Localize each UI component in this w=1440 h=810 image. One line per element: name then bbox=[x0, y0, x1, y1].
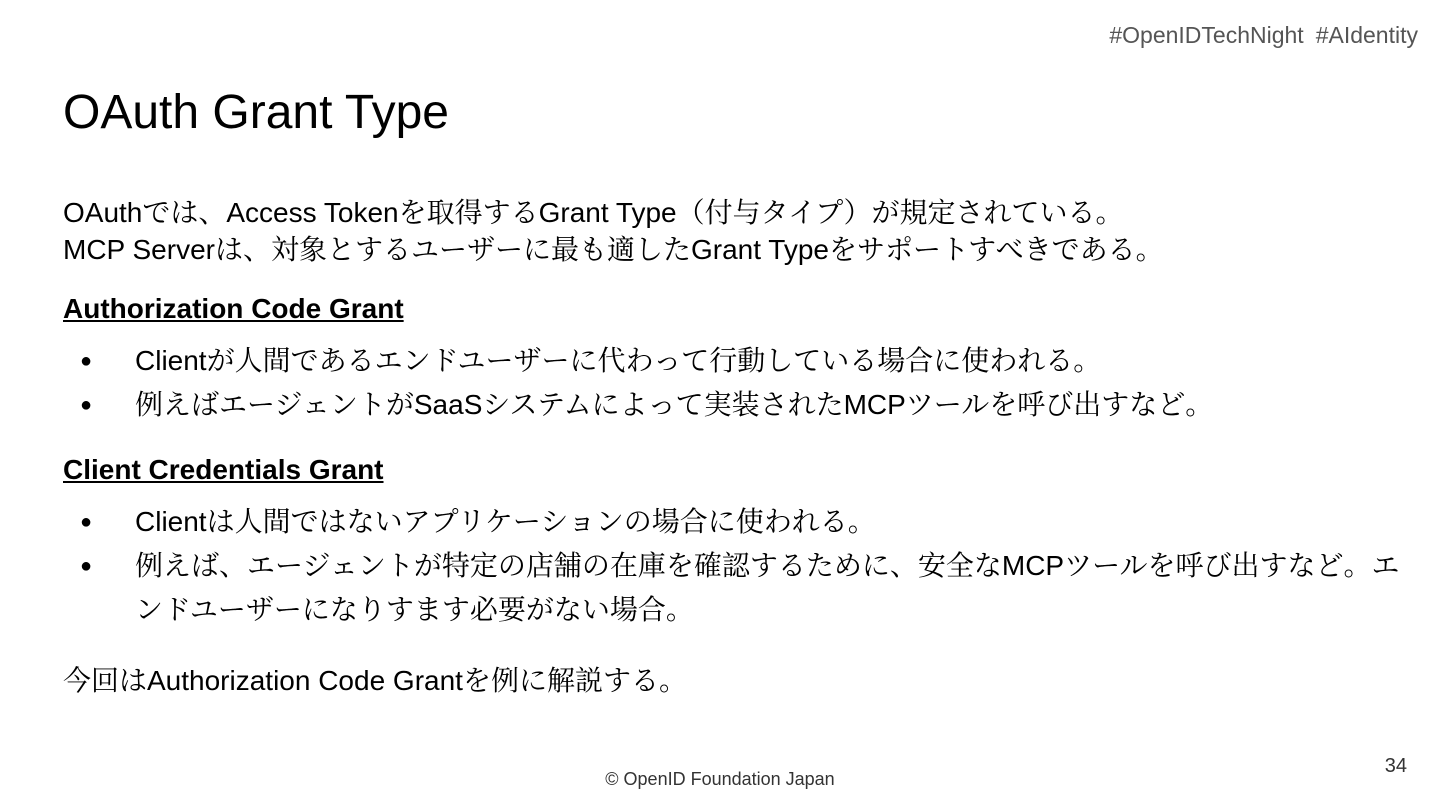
hashtag-aidentity: #AIdentity bbox=[1315, 22, 1418, 48]
slide-content bbox=[63, 194, 1403, 699]
footer-copyright: © OpenID Foundation Japan bbox=[605, 769, 835, 789]
hashtags bbox=[1109, 22, 1418, 49]
intro-line: OAuthでは、Access Tokenを取得するGrant Type（付与タイプ）が規定されている。 bbox=[63, 197, 1124, 228]
bullet-item: ● Clientが人間であるエンドユーザーに代わって行動している場合に使われる。 bbox=[63, 339, 1403, 383]
client-credentials-bullets bbox=[63, 500, 1403, 632]
hashtag-openid-tech-night: #OpenIDTechNight bbox=[1109, 22, 1304, 48]
section-heading-authorization-code: Authorization Code Grant bbox=[63, 293, 404, 324]
section-heading-client-credentials: Client Credentials Grant bbox=[63, 454, 384, 485]
authorization-code-bullets bbox=[63, 339, 1403, 427]
intro-paragraph bbox=[63, 194, 1403, 268]
closing-statement: 今回はAuthorization Code Grantを例に解説する。 bbox=[63, 665, 687, 696]
page-number: 34 bbox=[1384, 755, 1407, 777]
bullet-item: ● Clientは人間ではないアプリケーションの場合に使われる。 bbox=[63, 500, 1403, 544]
intro-line: MCP Serverは、対象とするユーザーに最も適したGrant Typeをサポートすべきである。 bbox=[63, 234, 1164, 265]
bullet-item: ● 例えばエージェントがSaaSシステムによって実装されたMCPツールを呼び出すなど。 bbox=[63, 383, 1403, 427]
bullet-item: ● 例えば、エージェントが特定の店舗の在庫を確認するために、安全なMCPツールを呼び出すなど。エンドユーザーになりすます必要がない場合。 bbox=[63, 544, 1403, 632]
slide-title: OAuth Grant Type bbox=[63, 86, 449, 139]
